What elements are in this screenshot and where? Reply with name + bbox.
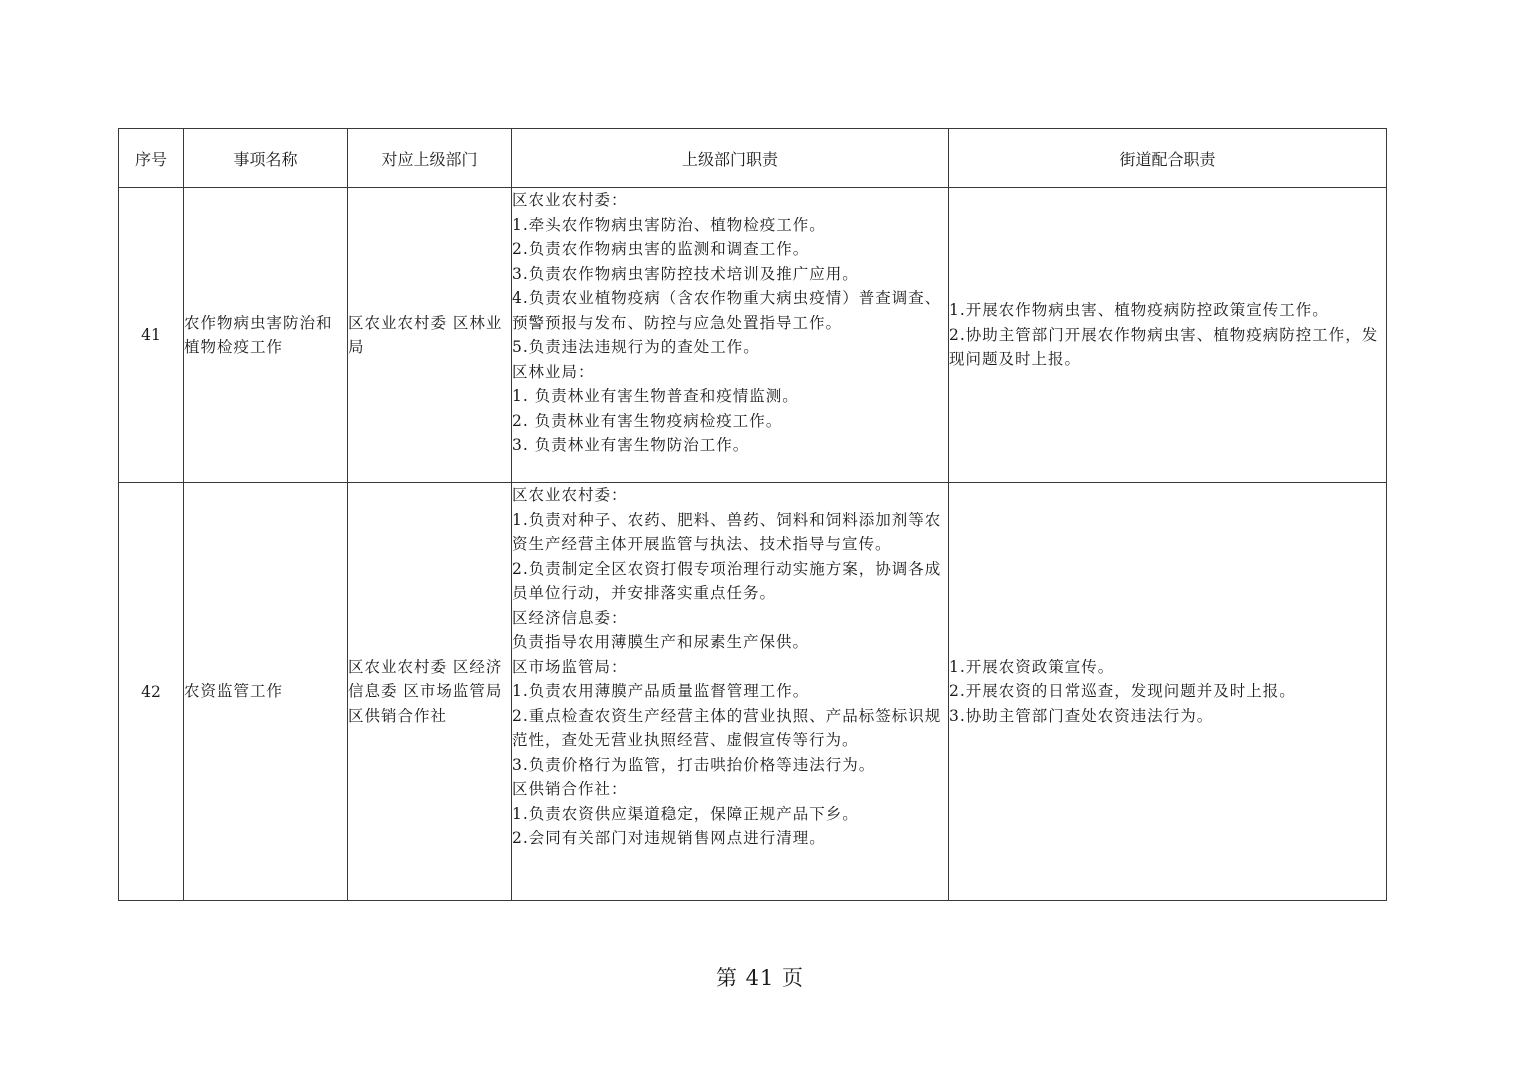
header-upper-dept: 对应上级部门: [348, 129, 512, 188]
upper-line: 5.负责违法违规行为的查处工作。: [512, 338, 760, 356]
row-upper-dept: 区农业农村委 区经济信息委 区市场监管局 区供销合作社: [348, 483, 512, 901]
header-street-responsibility: 街道配合职责: [949, 129, 1387, 188]
street-line: 2.协助主管部门开展农作物病虫害、植物疫病防控工作，发现问题及时上报。: [949, 325, 1379, 369]
page-number: 第 41 页: [715, 966, 805, 990]
row-street-responsibility: [949, 483, 1387, 901]
upper-line: 1.负责对种子、农药、肥料、兽药、饲料和饲料添加剂等农资生产经营主体开展监管与执法、技术指导与宣传。: [512, 510, 942, 553]
street-line: 2.开展农资的日常巡查，发现问题并及时上报。: [949, 682, 1296, 701]
duty-table: [118, 128, 1387, 901]
upper-line: 区供销合作社：: [512, 780, 628, 798]
upper-line: 2.负责制定全区农资打假专项治理行动实施方案，协调各成员单位行动，并安排落实重点任务。: [512, 559, 942, 602]
upper-line: 1.牵头农作物病虫害防治、植物检疫工作。: [512, 215, 826, 234]
row-upper-responsibility: [512, 188, 949, 483]
row-item-name: 农作物病虫害防治和植物检疫工作: [184, 188, 348, 483]
header-item-name: 事项名称: [184, 129, 348, 188]
row-upper-responsibility: [512, 483, 949, 901]
upper-line: 负责指导农用薄膜生产和尿素生产保供。: [512, 633, 810, 651]
header-seq: 序号: [119, 129, 184, 188]
upper-line: 3. 负责林业有害生物防治工作。: [512, 436, 750, 454]
upper-line: 3.负责价格行为监管，打击哄抬价格等违法行为。: [512, 755, 876, 774]
upper-line: 区农业农村委：: [512, 191, 628, 209]
upper-line: 3.负责农作物病虫害防控技术培训及推广应用。: [512, 264, 859, 283]
upper-line: 2.负责农作物病虫害的监测和调查工作。: [512, 240, 810, 258]
upper-line: 4.负责农业植物疫病（含农作物重大病虫疫情）普查调查、预警预报与发布、防控与应急处置指导工作。: [512, 289, 942, 332]
row-upper-dept: 区农业农村委 区林业局: [348, 188, 512, 483]
upper-line: 1. 负责林业有害生物普查和疫情监测。: [512, 387, 799, 405]
street-line: 1.开展农资政策宣传。: [949, 657, 1115, 676]
upper-line: 2.会同有关部门对违规销售网点进行清理。: [512, 829, 826, 847]
upper-line: 2.重点检查农资生产经营主体的营业执照、产品标签标识规范性，查处无营业执照经营、虚假宣传等行为。: [512, 706, 942, 749]
upper-line: 区经济信息委：: [512, 608, 628, 627]
upper-line: 1.负责农资供应渠道稳定，保障正规产品下乡。: [512, 804, 859, 823]
upper-line: 区林业局：: [512, 362, 595, 381]
table-row: [119, 483, 1387, 901]
table-row: [119, 188, 1387, 483]
table-header-row: [119, 129, 1387, 188]
header-upper-responsibility: 上级部门职责: [512, 129, 949, 188]
street-line: 1.开展农作物病虫害、植物疫病防控政策宣传工作。: [949, 301, 1329, 320]
row-item-name: 农资监管工作: [184, 483, 348, 901]
upper-line: 1.负责农用薄膜产品质量监督管理工作。: [512, 682, 810, 700]
street-line: 3.协助主管部门查处农资违法行为。: [949, 706, 1214, 725]
upper-line: 区农业农村委：: [512, 486, 628, 504]
row-street-responsibility: [949, 188, 1387, 483]
upper-line: 区市场监管局：: [512, 657, 628, 676]
upper-line: 2. 负责林业有害生物疫病检疫工作。: [512, 411, 783, 430]
row-seq: 41: [119, 188, 184, 483]
row-seq: 42: [119, 483, 184, 901]
